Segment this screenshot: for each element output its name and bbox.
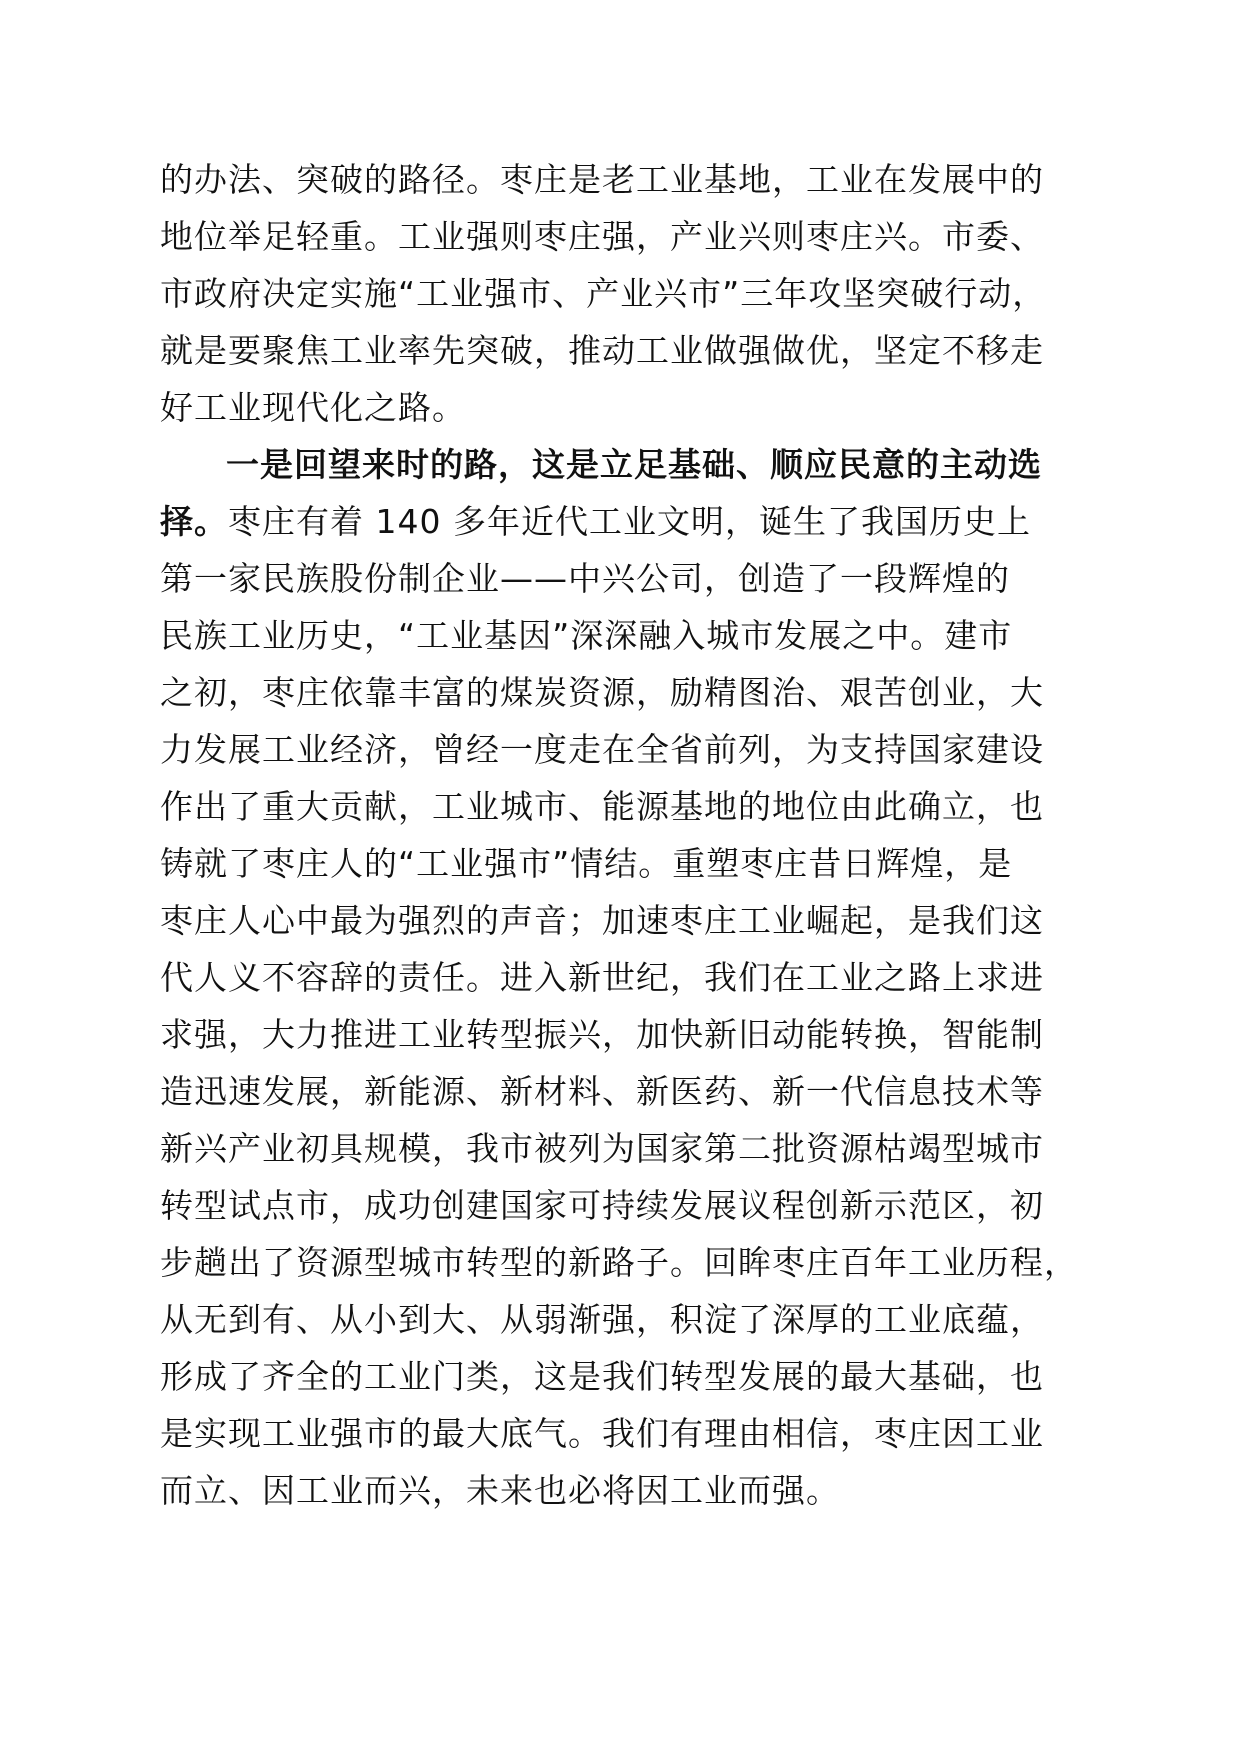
paragraph2-line-10: 代人义不容辞的责任。进入新世纪，我们在工业之路上求进 xyxy=(160,958,1044,997)
paragraph2-line-19: 而立、因工业而兴，未来也必将因工业而强。 xyxy=(160,1471,840,1510)
paragraph2-line-12: 造迅速发展，新能源、新材料、新医药、新一代信息技术等 xyxy=(160,1072,1044,1111)
paragraph2-line-4: 民族工业历史，“工业基因”深深融入城市发展之中。建市 xyxy=(160,616,1013,655)
paragraph1-line-2: 地位举足轻重。工业强则枣庄强，产业兴则枣庄兴。市委、 xyxy=(160,217,1044,256)
paragraph2-heading-text: 一是回望来时的路，这是立足基础、顺应民意的主动选 xyxy=(226,445,1042,484)
paragraph2-line-7: 作出了重大贡献，工业城市、能源基地的地位由此确立，也 xyxy=(160,787,1044,826)
paragraph1-line-1: 的办法、突破的路径。枣庄是老工业基地，工业在发展中的 xyxy=(160,160,1044,199)
paragraph2-line-8: 铸就了枣庄人的“工业强市”情结。重塑枣庄昔日辉煌，是 xyxy=(160,844,1013,883)
paragraph2-line-2 xyxy=(160,493,1120,551)
paragraph2-line-11: 求强，大力推进工业转型振兴，加快新旧动能转换，智能制 xyxy=(160,1015,1044,1054)
paragraph1-line-5: 好工业现代化之路。 xyxy=(160,388,466,427)
paragraph2-line-16: 从无到有、从小到大、从弱渐强，积淀了深厚的工业底蕴， xyxy=(160,1300,1044,1339)
paragraph2-line-5: 之初，枣庄依靠丰富的煤炭资源，励精图治、艰苦创业，大 xyxy=(160,673,1044,712)
paragraph1-line-4: 就是要聚焦工业率先突破，推动工业做强做优，坚定不移走 xyxy=(160,331,1044,370)
paragraph2-line-3: 第一家民族股份制企业——中兴公司，创造了一段辉煌的 xyxy=(160,559,1010,598)
paragraph2-line-18: 是实现工业强市的最大底气。我们有理由相信，枣庄因工业 xyxy=(160,1414,1044,1453)
paragraph2-line-15: 步趟出了资源型城市转型的新路子。回眸枣庄百年工业历程， xyxy=(160,1243,1078,1282)
paragraph2-heading-line-1 xyxy=(226,436,1120,494)
paragraph2-line-2-text: 枣庄有着 140 多年近代工业文明，诞生了我国历史上 xyxy=(228,502,1031,541)
paragraph2-line-17: 形成了齐全的工业门类，这是我们转型发展的最大基础，也 xyxy=(160,1357,1044,1396)
paragraph1-line-3: 市政府决定实施“工业强市、产业兴市”三年攻坚突破行动， xyxy=(160,274,1047,313)
paragraph2-line-9: 枣庄人心中最为强烈的声音；加速枣庄工业崛起，是我们这 xyxy=(160,901,1044,940)
paragraph2-heading-end: 择。 xyxy=(160,502,228,541)
paragraph2-line-14: 转型试点市，成功创建国家可持续发展议程创新示范区，初 xyxy=(160,1186,1044,1225)
paragraph2-line-6: 力发展工业经济，曾经一度走在全省前列，为支持国家建设 xyxy=(160,730,1044,769)
paragraph2-line-13: 新兴产业初具规模，我市被列为国家第二批资源枯竭型城市 xyxy=(160,1129,1044,1168)
